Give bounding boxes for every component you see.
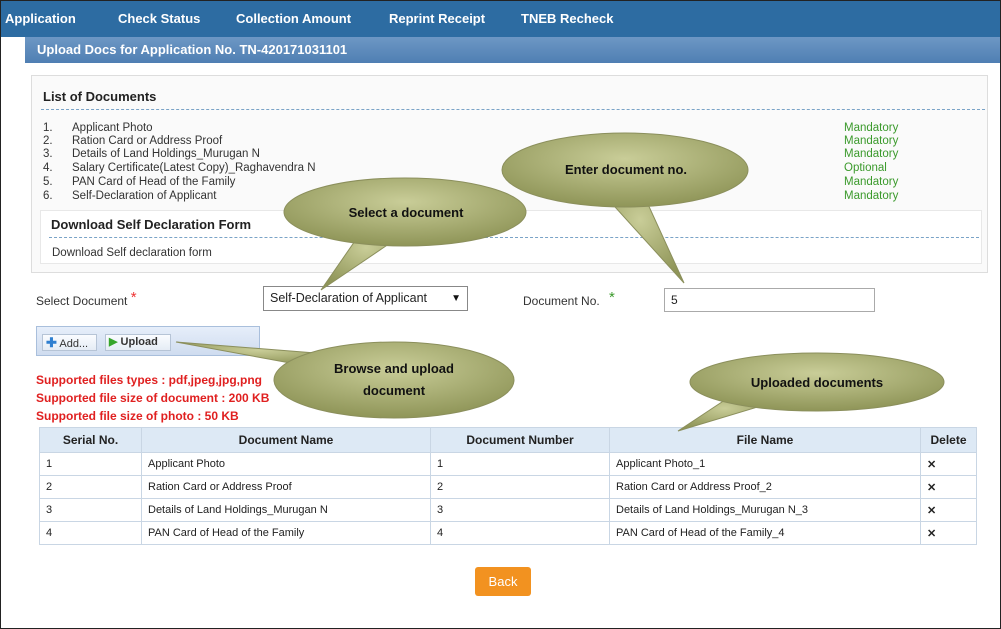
document-status: Mandatory xyxy=(844,122,899,134)
back-button[interactable]: Back xyxy=(475,567,531,596)
cell-document-name: Applicant Photo xyxy=(142,453,431,476)
document-no-label-text: Document No. xyxy=(523,294,600,308)
cell-file-name: Details of Land Holdings_Murugan N_3 xyxy=(610,499,921,522)
delete-icon[interactable]: ✕ xyxy=(921,522,977,545)
cell-document-name: Ration Card or Address Proof xyxy=(142,476,431,499)
document-size-note: Supported file size of document : 200 KB xyxy=(36,391,270,405)
cell-file-name: Applicant Photo_1 xyxy=(610,453,921,476)
required-marker: * xyxy=(130,289,137,306)
play-icon: ▶ xyxy=(109,336,118,348)
document-number: 4. xyxy=(43,162,53,174)
cell-serial: 2 xyxy=(40,476,142,499)
document-status: Mandatory xyxy=(844,190,899,202)
documents-list-title: List of Documents xyxy=(43,89,157,104)
cell-document-number: 3 xyxy=(431,499,610,522)
add-file-label: Add... xyxy=(59,338,89,350)
cell-document-number: 4 xyxy=(431,522,610,545)
document-status: Optional xyxy=(844,162,887,174)
document-name: Ration Card or Address Proof xyxy=(72,135,223,147)
cell-file-name: Ration Card or Address Proof_2 xyxy=(610,476,921,499)
document-no-input[interactable]: 5 xyxy=(664,288,875,312)
column-header-document-name: Document Name xyxy=(142,428,431,453)
callout-select-doc-text: Select a document xyxy=(348,205,464,220)
document-status: Mandatory xyxy=(844,176,899,188)
cell-document-name: PAN Card of Head of the Family xyxy=(142,522,431,545)
download-declaration-title: Download Self Declaration Form xyxy=(51,217,252,232)
delete-icon[interactable]: ✕ xyxy=(921,476,977,499)
document-name: Details of Land Holdings_Murugan N xyxy=(72,148,260,160)
required-marker: * xyxy=(609,289,615,306)
callout-uploaded-docs-text: Uploaded documents xyxy=(750,375,884,390)
cell-file-name: PAN Card of Head of the Family_4 xyxy=(610,522,921,545)
dropdown-arrow-icon: ▼ xyxy=(451,293,461,304)
callout-browse-upload-text: Browse and upload document xyxy=(334,361,454,398)
nav-collection-amount[interactable]: Collection Amount xyxy=(236,11,352,26)
upload-label: Upload xyxy=(120,336,158,348)
file-types-note: Supported files types : pdf,jpeg,jpg,png xyxy=(36,373,262,387)
document-number: 1. xyxy=(43,122,53,134)
download-declaration-link[interactable]: Download Self declaration form xyxy=(52,247,212,259)
nav-application[interactable]: Application xyxy=(5,11,76,26)
document-name: Applicant Photo xyxy=(72,122,153,134)
cell-document-number: 2 xyxy=(431,476,610,499)
cell-serial: 3 xyxy=(40,499,142,522)
page-title: Upload Docs for Application No. TN-420171031101 xyxy=(25,37,1000,63)
document-status: Mandatory xyxy=(844,135,899,147)
document-status: Mandatory xyxy=(844,148,899,160)
plus-icon: ✚ xyxy=(46,335,57,350)
column-header-file-name: File Name xyxy=(610,428,921,453)
select-document-label-text: Select Document xyxy=(36,294,128,308)
callout-enter-docno-text: Enter document no. xyxy=(564,162,688,177)
column-header-delete: Delete xyxy=(921,428,977,453)
nav-check-status[interactable]: Check Status xyxy=(118,11,201,26)
nav-tneb-recheck[interactable]: TNEB Recheck xyxy=(521,11,614,26)
callout-select-doc xyxy=(284,178,526,290)
document-select-value: Self-Declaration of Applicant xyxy=(270,291,428,305)
document-name: PAN Card of Head of the Family xyxy=(72,176,236,188)
delete-icon[interactable]: ✕ xyxy=(921,499,977,522)
document-number: 2. xyxy=(43,135,53,147)
delete-icon[interactable]: ✕ xyxy=(921,453,977,476)
cell-document-name: Details of Land Holdings_Murugan N xyxy=(142,499,431,522)
callout-shapes xyxy=(1,1,1000,628)
column-header-document-number: Document Number xyxy=(431,428,610,453)
cell-document-number: 1 xyxy=(431,453,610,476)
column-header-serial: Serial No. xyxy=(40,428,142,453)
document-name: Salary Certificate(Latest Copy)_Raghavendra N xyxy=(72,162,316,174)
nav-reprint-receipt[interactable]: Reprint Receipt xyxy=(389,11,486,26)
document-number: 3. xyxy=(43,148,53,160)
document-number: 5. xyxy=(43,176,53,188)
cell-serial: 1 xyxy=(40,453,142,476)
photo-size-note: Supported file size of photo : 50 KB xyxy=(36,409,239,423)
cell-serial: 4 xyxy=(40,522,142,545)
document-name: Self-Declaration of Applicant xyxy=(72,190,217,202)
document-number: 6. xyxy=(43,190,53,202)
